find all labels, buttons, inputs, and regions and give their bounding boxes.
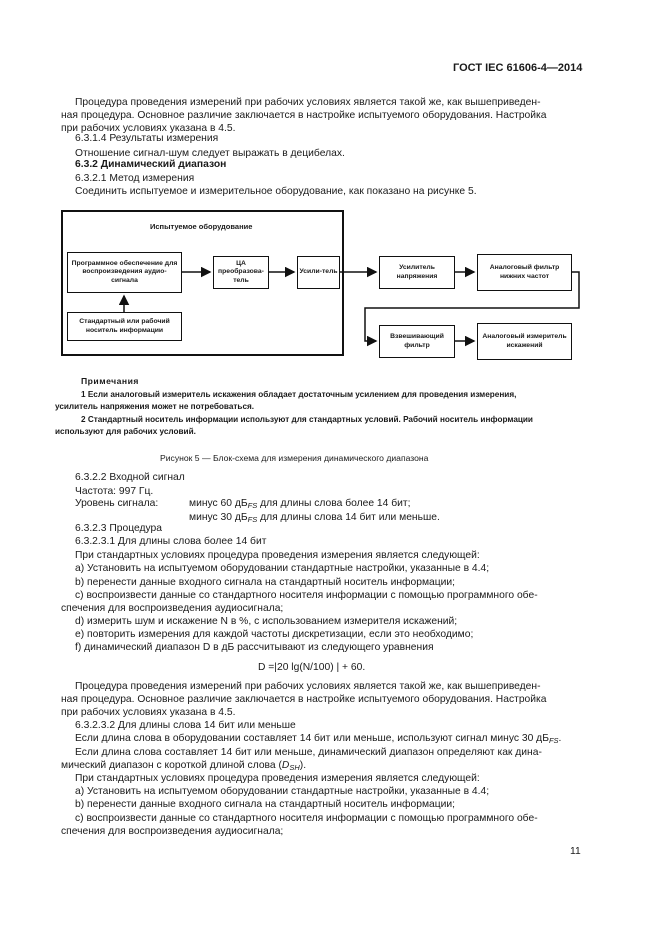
step-c: c) воспроизвести данные со стандартного носителя информации с помощью программного обе- <box>75 590 538 601</box>
paragraph-line: мический диапазон с короткой длиной слова $(D_{SH})$. <box>61 760 307 772</box>
step-a: а) Установить на испытуемом оборудовании стандартные настройки, указанные в 4.4; <box>75 786 490 797</box>
formula: D =|20 lg(N/100) | + 60. <box>258 662 366 673</box>
document-id: ГОСТ IEC 61606-4—2014 <box>453 62 583 74</box>
paragraph-line: ная процедура. Основное различие заключается в настройке испытуемого оборудования. Настройка <box>61 110 547 121</box>
paragraph-line: Если длина слова в оборудовании составляет 14 бит или меньше, используют сигнал минус 30 $дБ_{FS}$. <box>75 733 562 745</box>
note-2-line: используют для рабочих условий. <box>55 427 196 436</box>
section-6-3-1-4: 6.3.1.4 Результаты измерения <box>75 133 219 144</box>
amplifier-block: Усили-тель <box>297 256 340 289</box>
step-e: e) повторить измерения для каждой частоты дискретизации, если это необходимо; <box>75 629 474 640</box>
step-f: f) динамический диапазон D в дБ рассчитывают из следующего уравнения <box>75 642 434 653</box>
step-b: b) перенести данные входного сигнала на стандартный носитель информации; <box>75 799 456 810</box>
level-label: Уровень сигнала: <box>75 498 159 509</box>
note-2-line: 2 Стандартный носитель информации используют для стандартных условий. Рабочий носитель информации <box>81 415 533 424</box>
section-6-3-2-3: 6.3.2.3 Процедура <box>75 523 162 534</box>
section-6-3-2-heading: 6.3.2 Динамический диапазон <box>75 159 227 170</box>
section-6-3-2-2: 6.3.2.2 Входной сигнал <box>75 472 185 483</box>
paragraph-line: При стандартных условиях процедура проведения измерения является следующей: <box>75 550 480 561</box>
figure-caption: Рисунок 5 — Блок-схема для измерения динамического диапазона <box>160 453 429 463</box>
distortion-meter-block: Аналоговый измеритель искажений <box>477 323 572 360</box>
note-1-line: усилитель напряжения может не потребоваться. <box>55 402 255 411</box>
step-c-cont: спечения для воспроизведения аудиосигнала; <box>61 603 284 614</box>
section-6-3-2-1: 6.3.2.1 Метод измерения <box>75 173 195 184</box>
notes-title: Примечания <box>81 376 139 386</box>
carrier-block: Стандартный или рабочий носитель информации <box>67 312 182 341</box>
software-block: Программное обеспечение для воспроизведения аудио-сигнала <box>67 252 182 293</box>
dac-block: ЦА преобразова-тель <box>213 256 269 289</box>
paragraph-line: Процедура проведения измерений при рабочих условиях является такой же, как вышеприведен- <box>75 681 541 692</box>
dut-title: Испытуемое оборудование <box>150 222 253 231</box>
voltage-amplifier-block: Усилитель напряжения <box>379 256 455 289</box>
frequency-line: Частота: 997 Гц. <box>75 486 154 497</box>
page-number: 11 <box>570 846 581 857</box>
section-6-3-2-3-1: 6.3.2.3.1 Для длины слова более 14 бит <box>75 536 267 547</box>
step-a: а) Установить на испытуемом оборудовании стандартные настройки, указанные в 4.4; <box>75 563 490 574</box>
weighting-filter-block: Взвешивающий фильтр <box>379 325 455 358</box>
lowpass-filter-block: Аналоговый фильтр нижних частот <box>477 254 572 291</box>
paragraph-line: При стандартных условиях процедура проведения измерения является следующей: <box>75 773 480 784</box>
note-1-line: 1 Если аналоговый измеритель искажения обладает достаточным усилением для проведения измерения, <box>81 390 517 399</box>
level-line-1: минус 60 $дБ_{FS}$ для длины слова более 14 бит; <box>189 498 411 510</box>
level-line-2: минус 30 $дБ_{FS}$ для длины слова 14 бит или меньше. <box>189 512 440 524</box>
step-c-cont: спечения для воспроизведения аудиосигнала; <box>61 826 284 837</box>
paragraph-line: Соединить испытуемое и измерительное оборудование, как показано на рисунке 5. <box>75 186 477 197</box>
paragraph-line: ная процедура. Основное различие заключается в настройке испытуемого оборудования. Настройка <box>61 694 547 705</box>
paragraph-line: при рабочих условиях указана в 4.5. <box>61 707 236 718</box>
diagram-connectors <box>0 0 661 400</box>
step-d: d) измерить шум и искажение N в %, с использованием измерителя искажений; <box>75 616 458 627</box>
paragraph-line: Процедура проведения измерений при рабочих условиях является такой же, как вышеприведен- <box>75 97 541 108</box>
step-c: c) воспроизвести данные со стандартного носителя информации с помощью программного обе- <box>75 813 538 824</box>
paragraph-line: при рабочих условиях указана в 4.5. <box>61 123 236 134</box>
section-6-3-2-3-2: 6.3.2.3.2 Для длины слова 14 бит или меньше <box>75 720 296 731</box>
paragraph-line: Отношение сигнал-шум следует выражать в децибелах. <box>75 148 345 159</box>
paragraph-line: Если длина слова составляет 14 бит или меньше, динамический диапазон определяют как дина- <box>75 747 542 758</box>
step-b: b) перенести данные входного сигнала на стандартный носитель информации; <box>75 577 456 588</box>
